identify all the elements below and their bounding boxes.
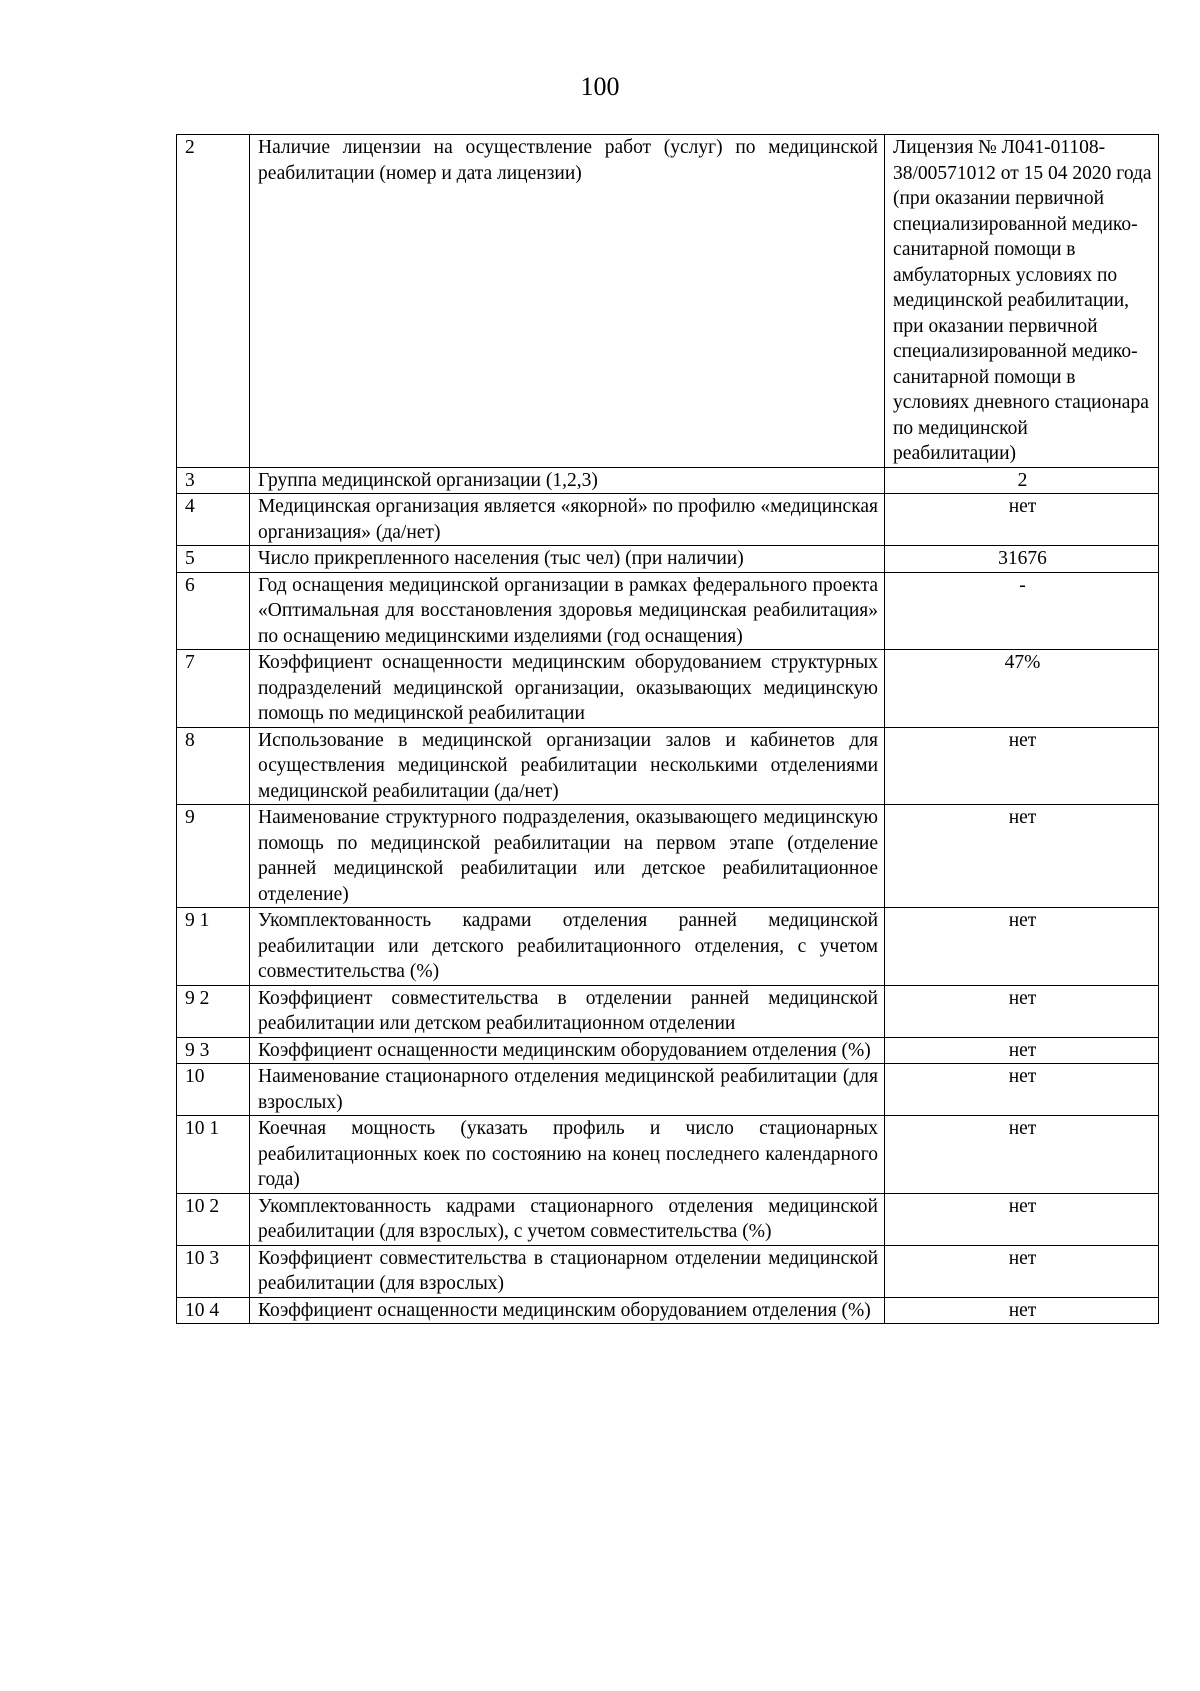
table-row — [177, 1297, 1159, 1324]
row-value: нет — [885, 985, 1159, 1037]
row-description: Коэффициент оснащенности медицинским оборудованием отделения (%) — [250, 1297, 885, 1324]
row-number: 10 1 — [177, 1116, 250, 1194]
row-description: Укомплектованность кадрами стационарного отделения медицинской реабилитации (для взрослых), с учетом совместительства (%) — [250, 1193, 885, 1245]
row-description: Коэффициент совместительства в отделении ранней медицинской реабилитации или детском реабилитационном отделении — [250, 985, 885, 1037]
row-value: 31676 — [885, 546, 1159, 573]
row-description: Число прикрепленного населения (тыс чел) (при наличии) — [250, 546, 885, 573]
row-description: Коэффициент оснащенности медицинским оборудованием отделения (%) — [250, 1037, 885, 1064]
row-value: нет — [885, 727, 1159, 805]
table-row — [177, 1245, 1159, 1297]
row-description: Использование в медицинской организации залов и кабинетов для осуществления медицинской реабилитации несколькими отделениями медицинской реабилитации (да/нет) — [250, 727, 885, 805]
row-value: Лицензия № Л041-01108-38/00571012 от 15 04 2020 года (при оказании первичной специализированной медико-санитарной помощи в амбулаторных условиях по медицинской реабилитации, при оказании первичной специализированной медико-санитарной помощи в условиях дневного стационара по медицинской реабилитации) — [885, 135, 1159, 468]
table-row — [177, 985, 1159, 1037]
row-description: Наличие лицензии на осуществление работ (услуг) по медицинской реабилитации (номер и дата лицензии) — [250, 135, 885, 468]
row-description: Группа медицинской организации (1,2,3) — [250, 467, 885, 494]
row-value: 2 — [885, 467, 1159, 494]
row-number: 9 — [177, 805, 250, 908]
row-number: 9 1 — [177, 908, 250, 986]
row-value: нет — [885, 1193, 1159, 1245]
row-value: нет — [885, 1037, 1159, 1064]
row-number: 9 2 — [177, 985, 250, 1037]
row-number: 10 4 — [177, 1297, 250, 1324]
table-row — [177, 1037, 1159, 1064]
row-number: 7 — [177, 650, 250, 728]
row-value: 47% — [885, 650, 1159, 728]
table-row — [177, 650, 1159, 728]
table-row — [177, 1116, 1159, 1194]
row-value: нет — [885, 908, 1159, 986]
table-row — [177, 467, 1159, 494]
row-description: Коэффициент оснащенности медицинским оборудованием структурных подразделений медицинской организации, оказывающих медицинскую помощь по медицинской реабилитации — [250, 650, 885, 728]
row-number: 10 — [177, 1064, 250, 1116]
document-table — [176, 134, 1159, 1324]
row-number: 10 3 — [177, 1245, 250, 1297]
table-row — [177, 727, 1159, 805]
row-number: 4 — [177, 494, 250, 546]
table-row — [177, 1193, 1159, 1245]
row-number: 8 — [177, 727, 250, 805]
table-row — [177, 572, 1159, 650]
table-row — [177, 908, 1159, 986]
row-value: нет — [885, 1116, 1159, 1194]
row-number: 3 — [177, 467, 250, 494]
row-value: - — [885, 572, 1159, 650]
page-number: 100 — [580, 72, 620, 101]
row-value: нет — [885, 1064, 1159, 1116]
row-description: Укомплектованность кадрами отделения ранней медицинской реабилитации или детского реабилитационного отделения, с учетом совместительства (%) — [250, 908, 885, 986]
table-row — [177, 546, 1159, 573]
row-description: Наименование структурного подразделения, оказывающего медицинскую помощь по медицинской реабилитации на первом этапе (отделение ранней медицинской реабилитации или детское реабилитационное отделение) — [250, 805, 885, 908]
table-row — [177, 494, 1159, 546]
table-row — [177, 805, 1159, 908]
row-description: Коэффициент совместительства в стационарном отделении медицинской реабилитации (для взрослых) — [250, 1245, 885, 1297]
row-number: 2 — [177, 135, 250, 468]
row-value: нет — [885, 1245, 1159, 1297]
row-number: 10 2 — [177, 1193, 250, 1245]
row-value: нет — [885, 805, 1159, 908]
row-number: 6 — [177, 572, 250, 650]
row-number: 9 3 — [177, 1037, 250, 1064]
row-description: Год оснащения медицинской организации в рамках федерального проекта «Оптимальная для восстановления здоровья медицинская реабилитация» по оснащению медицинскими изделиями (год оснащения) — [250, 572, 885, 650]
row-number: 5 — [177, 546, 250, 573]
row-description: Коечная мощность (указать профиль и число стационарных реабилитационных коек по состоянию на конец последнего календарного года) — [250, 1116, 885, 1194]
row-value: нет — [885, 494, 1159, 546]
table-row — [177, 135, 1159, 468]
table-row — [177, 1064, 1159, 1116]
row-description: Медицинская организация является «якорной» по профилю «медицинская организация» (да/нет) — [250, 494, 885, 546]
row-value: нет — [885, 1297, 1159, 1324]
row-description: Наименование стационарного отделения медицинской реабилитации (для взрослых) — [250, 1064, 885, 1116]
